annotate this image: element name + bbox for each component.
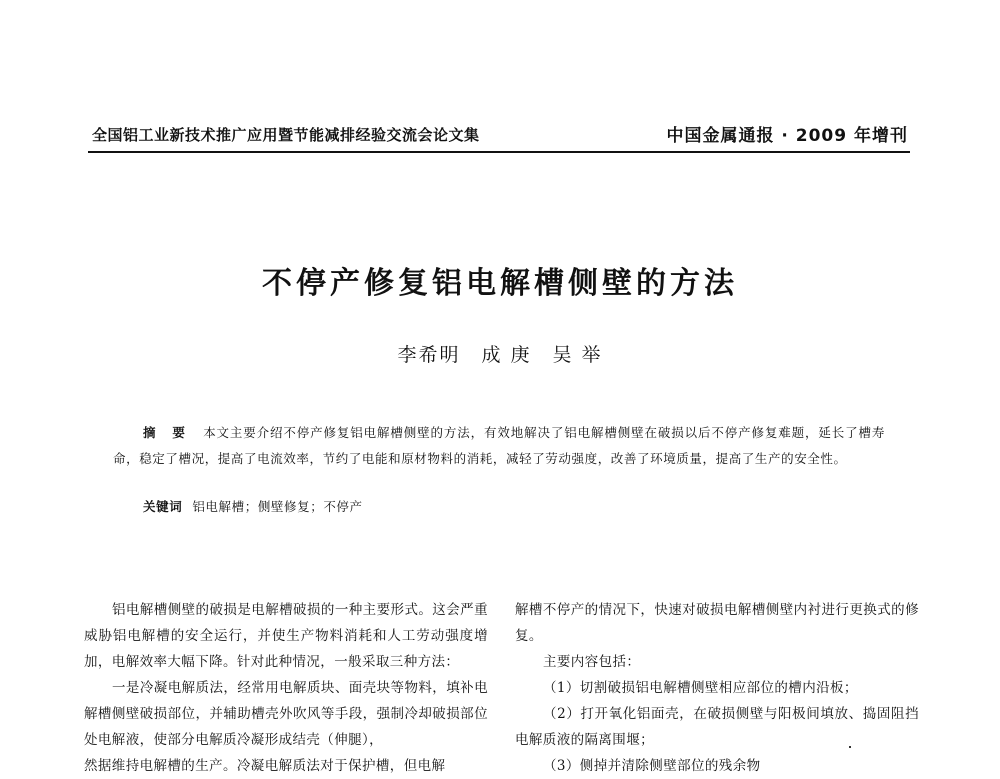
- keywords-label: 关键词: [143, 499, 183, 514]
- paragraph: 然据维持电解槽的生产。冷凝电解质法对于保护槽，但电解: [84, 758, 446, 774]
- paragraph: 一是冷凝电解质法，经常用电解质块、面壳块等物料，填补电解槽侧壁破损部位，并辅助槽壳外吹风等手段，强制冷却破损部位处电解液，使部分电解质冷凝形成结壳（伸腿），: [84, 680, 488, 748]
- paper-title: 不停产修复铝电解槽侧壁的方法: [262, 266, 738, 301]
- keywords-text: 铝电解槽；侧壁修复；不停产: [192, 499, 363, 514]
- running-header-left: 全国铝工业新技术推广应用暨节能减排经验交流会论文集: [92, 126, 480, 144]
- scan-speck: [849, 746, 851, 748]
- list-item: （1）切割破损铝电解槽侧壁相应部位的槽内沿板；: [543, 680, 858, 696]
- abstract: [113, 420, 885, 472]
- paragraph: 解槽不停产的情况下，快速对破损电解槽侧壁内衬进行更换式的修复。: [515, 602, 919, 644]
- keywords: [143, 497, 363, 515]
- running-header-right: 中国金属通报 · 2009 年增刊: [666, 126, 908, 146]
- list-item: （2）打开氧化铝面壳，在破损侧壁与阳极间填放、捣固阻挡电解质液的隔离围堰；: [515, 706, 919, 748]
- authors: 李希明 成 庚 吴 举: [397, 344, 603, 366]
- abstract-label: 摘 要: [143, 425, 192, 440]
- body-column-left: [84, 597, 488, 779]
- abstract-text: 本文主要介绍不停产修复铝电解槽侧壁的方法，有效地解决了铝电解槽侧壁在破损以后不停产修复难题，延长了槽寿命，稳定了槽况，提高了电流效率，节约了电能和原材物料的消耗，减轻了劳动强度，改善了环境质量，提高了生产的安全性。: [113, 425, 885, 466]
- paragraph: 主要内容包括：: [543, 654, 641, 670]
- body-column-right: [515, 597, 919, 779]
- paragraph: 铝电解槽侧壁的破损是电解槽破损的一种主要形式。这会严重威胁铝电解槽的安全运行，并使生产物料消耗和人工劳动强度增加，电解效率大幅下降。针对此种情况，一般采取三种方法：: [84, 602, 488, 670]
- header-rule: [88, 151, 910, 153]
- list-item: （3）侧掉并清除侧壁部位的残余物: [543, 758, 761, 774]
